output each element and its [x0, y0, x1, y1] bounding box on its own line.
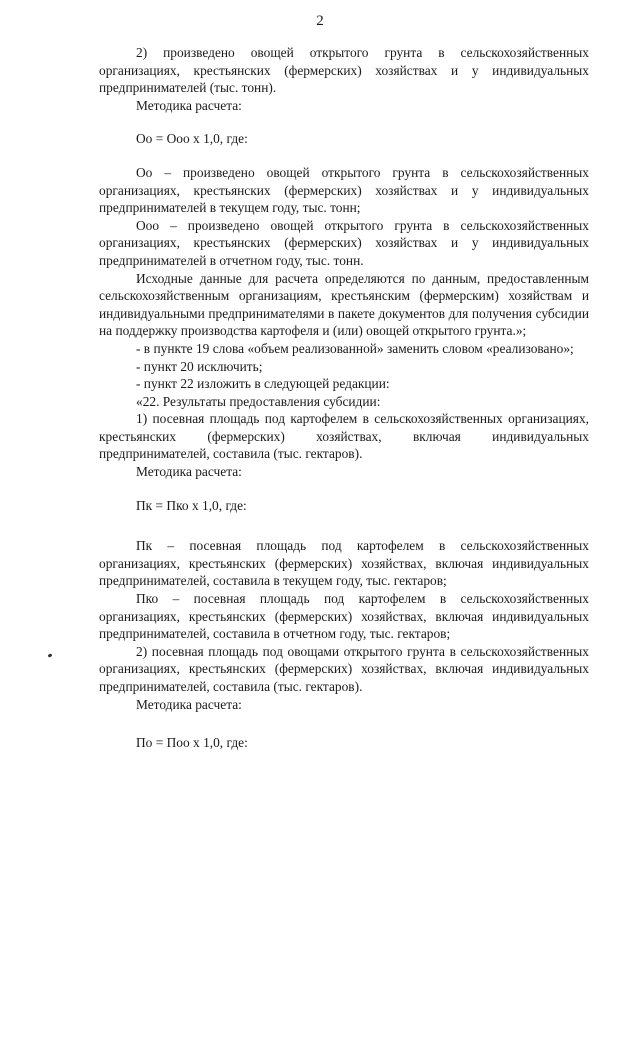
paragraph-amend-item-22: - пункт 22 изложить в следующей редакции: — [136, 376, 390, 392]
paragraph-result-1: 1) посевная площадь под картофелем в сельскохозяйственных организациях, крестьянских (фермерских) хозяйствах, включая индивидуальных предпринимателей, составила (тыс. гектаров). — [99, 411, 589, 462]
paragraph-amend-item-19: - в пункте 19 слова «объем реализованной» заменить словом «реализовано»; — [136, 340, 574, 356]
paragraph-method-heading-2: Методика расчета: — [136, 464, 242, 480]
paragraph-result-2: 2) посевная площадь под овощами открытого грунта в сельскохозяйственных организациях, крестьянских (фермерских) хозяйствах, включая индивидуальных предпринимателей, составила (тыс. гектаров). — [99, 643, 589, 694]
paragraph-pko-definition: Пко – посевная площадь под картофелем в сельскохозяйственных организациях, крестьянских (фермерских) хозяйствах, включая индивидуальных предпринимателей, составила в отчетном году, тыс. гектаров; — [99, 591, 589, 642]
paragraph-method-heading: Методика расчета: — [136, 97, 242, 113]
paragraph-method-heading-3: Методика расчета: — [136, 696, 242, 712]
scan-speck — [48, 653, 53, 658]
paragraph-pk-definition: Пк – посевная площадь под картофелем в сельскохозяйственных организациях, крестьянских (фермерских) хозяйствах, включая индивидуальных предпринимателей, составила в текущем году, тыс. гектаров; — [99, 538, 589, 589]
page-number: 2 — [316, 13, 324, 29]
paragraph-ooo-definition: Ооо – произведено овощей открытого грунта в сельскохозяйственных организациях, крестьянских (фермерских) хозяйствах и у индивидуальных предпринимателей в отчетном году, тыс. тонн. — [99, 217, 589, 268]
formula-pk: Пк = Пко х 1,0, где: — [136, 497, 247, 513]
paragraph-amend-item-20: - пункт 20 исключить; — [136, 358, 263, 374]
paragraph-oo-definition: Оо – произведено овощей открытого грунта в сельскохозяйственных организациях, крестьянских (фермерских) хозяйствах и у индивидуальных предпринимателей в текущем году, тыс. тонн; — [99, 164, 589, 216]
document-body — [99, 44, 589, 752]
formula-oo: Оо = Ооо х 1,0, где: — [136, 131, 248, 147]
paragraph-results-heading: «22. Результаты предоставления субсидии: — [136, 393, 381, 409]
paragraph-source-data: Исходные данные для расчета определяются по данным, предоставленным сельскохозяйственным организациям, крестьянским (фермерским) хозяйствам и индивидуальными предпринимателями в пакете документов для получения субсидии на поддержку производства картофеля и (или) овощей открытого грунта.»; — [99, 270, 589, 339]
formula-po: По = Поо х 1,0, где: — [136, 735, 248, 751]
paragraph-item-2: 2) произведено овощей открытого грунта в сельскохозяйственных организациях, крестьянских (фермерских) хозяйствах и у индивидуальных предпринимателей (тыс. тонн). — [99, 45, 589, 96]
